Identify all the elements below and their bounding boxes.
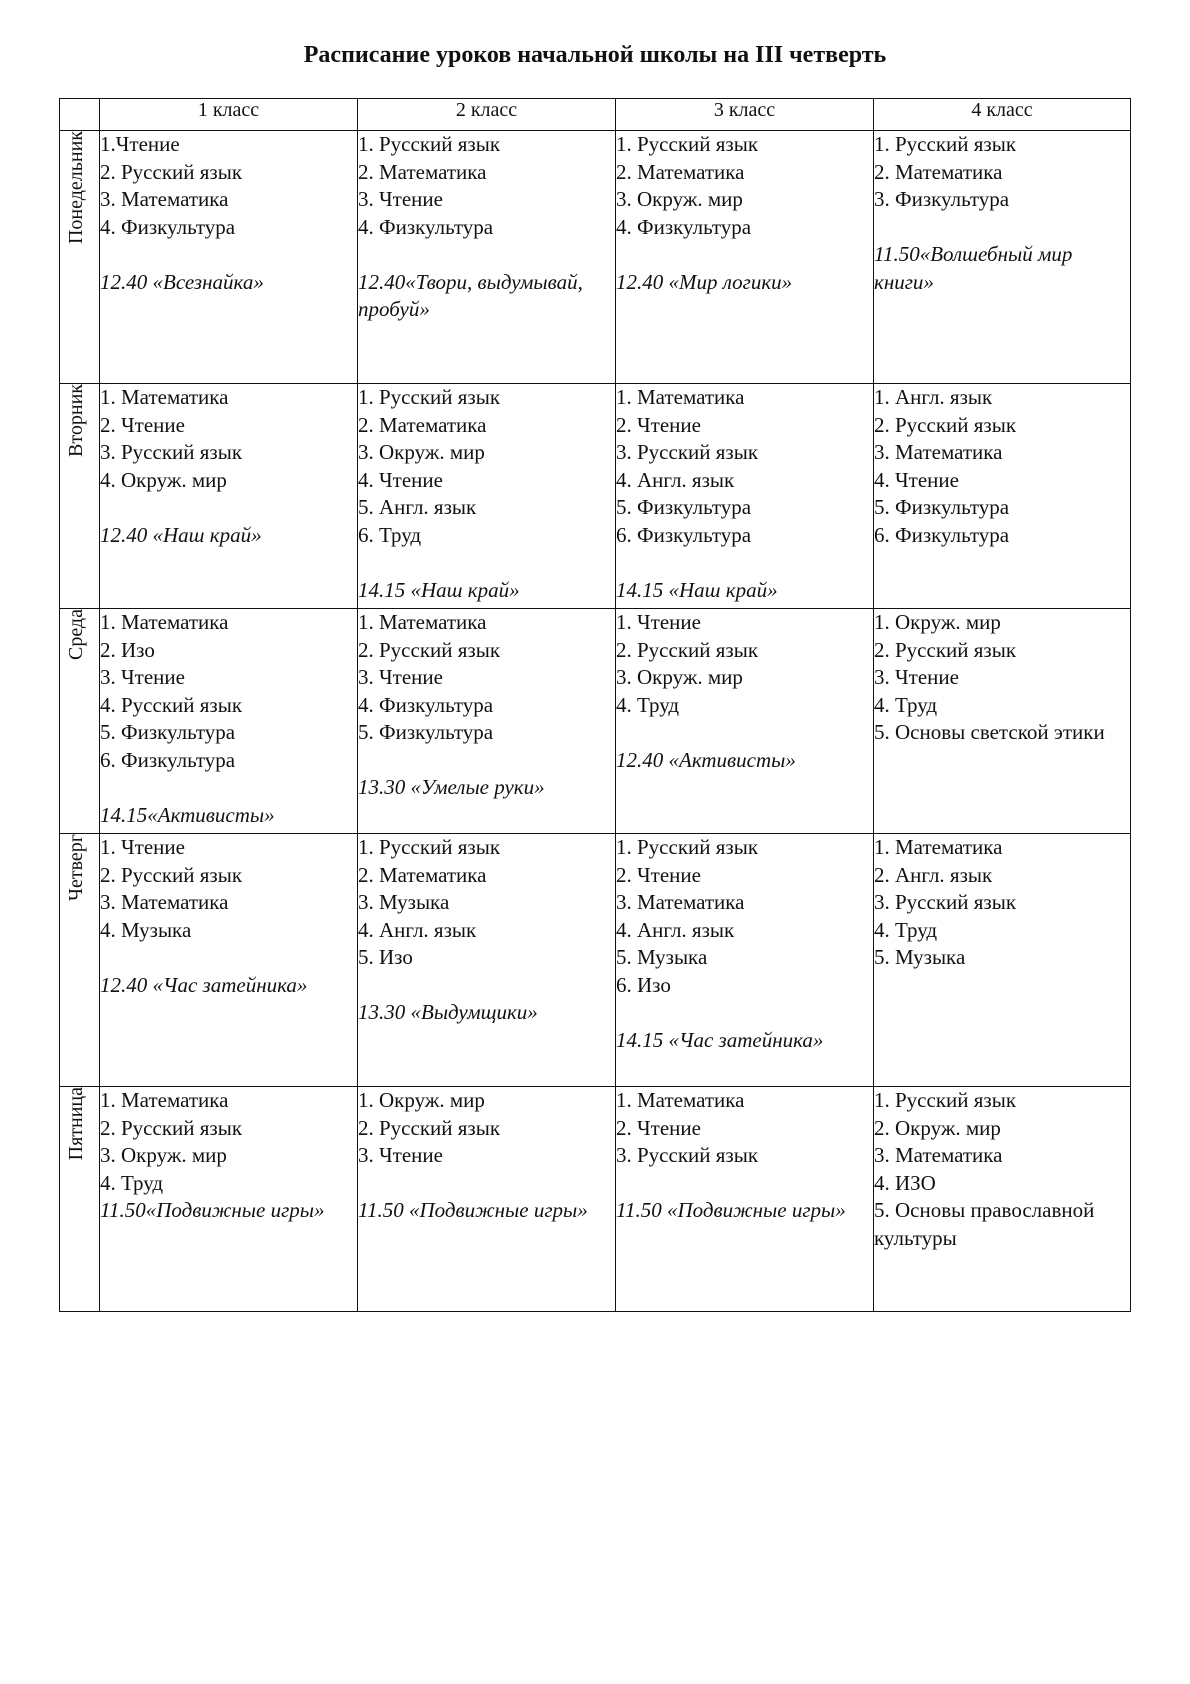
day-cell (60, 131, 100, 384)
lesson-item: 4. Физкультура (358, 214, 494, 239)
lesson-item: 5. Изо (358, 945, 413, 969)
schedule-cell (100, 1087, 358, 1312)
lesson-item: 1. Русский язык (874, 1088, 1017, 1112)
lesson-item: 3. Русский язык (616, 440, 759, 464)
lesson-item: 3. Математика (100, 187, 229, 211)
lesson-item: 2. Математика (358, 412, 487, 437)
lesson-item: 4. Труд (100, 1170, 164, 1195)
schedule-cell (616, 1087, 874, 1312)
schedule-cell (358, 384, 616, 609)
lesson-item: 2. Англ. язык (874, 862, 993, 887)
lesson-item: 1. Чтение (616, 610, 701, 634)
extracurricular-activity: 11.50«Волшебный мир книги» (874, 242, 1073, 294)
lesson-item: 6. Изо (616, 972, 671, 997)
lesson-item: 4. Физкультура (616, 214, 752, 239)
grade-header: 1 класс (100, 99, 358, 131)
spacer (616, 999, 873, 1027)
schedule-cell (874, 834, 1131, 1087)
lesson-item: 4. Англ. язык (616, 467, 735, 492)
spacer (100, 944, 357, 972)
schedule-cell (358, 609, 616, 834)
lesson-item: 1. Англ. язык (874, 385, 993, 409)
lesson-item: 4. Чтение (874, 467, 959, 492)
grade-header: 3 класс (616, 99, 874, 131)
extracurricular-activity: 11.50 «Подвижные игры» (616, 1198, 846, 1222)
spacer (358, 1170, 615, 1198)
lesson-item: 3. Окруж. мир (616, 665, 743, 689)
lesson-item: 3. Математика (874, 1143, 1003, 1167)
lesson-item: 3. Русский язык (100, 440, 243, 464)
extracurricular-activity: 12.40 «Час затейника» (100, 972, 308, 997)
lesson-item: 2. Окруж. мир (874, 1115, 1001, 1140)
lesson-item: 2. Русский язык (874, 637, 1017, 662)
lesson-item: 1. Русский язык (358, 385, 501, 409)
lesson-item: 5. Физкультура (358, 720, 494, 744)
lesson-item: 1. Русский язык (358, 132, 501, 156)
lesson-item: 5. Основы православной культуры (874, 1198, 1095, 1250)
lesson-item: 5. Физкультура (616, 495, 752, 519)
extracurricular-activity: 11.50«Подвижные игры» (100, 1198, 325, 1222)
lesson-item: 3. Чтение (874, 665, 959, 689)
lesson-item: 2. Математика (358, 159, 487, 184)
day-label: Четверг (65, 834, 87, 902)
lesson-item: 3. Русский язык (874, 890, 1017, 914)
lesson-item: 2. Русский язык (100, 159, 243, 184)
lesson-item: 1. Математика (100, 385, 229, 409)
schedule-cell (874, 609, 1131, 834)
spacer (616, 241, 873, 269)
lesson-item: 5. Физкультура (100, 720, 236, 744)
lesson-item: 1. Математика (100, 610, 229, 634)
schedule-cell (100, 609, 358, 834)
spacer (100, 494, 357, 522)
lesson-item: 4. Труд (874, 692, 938, 717)
schedule-cell (358, 834, 616, 1087)
lesson-item: 3. Математика (616, 890, 745, 914)
lesson-item: 1. Русский язык (616, 835, 759, 859)
lesson-item: 4. Физкультура (358, 692, 494, 717)
lesson-item: 4. Русский язык (100, 692, 243, 717)
lesson-item: 2. Чтение (616, 1115, 701, 1140)
lesson-item: 3. Чтение (100, 665, 185, 689)
day-label: Понедельник (65, 131, 87, 245)
lesson-item: 6. Физкультура (100, 747, 236, 772)
lesson-item: 5. Основы светской этики (874, 720, 1105, 744)
spacer (874, 214, 1130, 242)
lesson-item: 3. Окруж. мир (100, 1143, 227, 1167)
extracurricular-activity: 12.40 «Всезнайка» (100, 269, 264, 294)
day-label: Пятница (65, 1087, 87, 1161)
lesson-item: 1. Математика (616, 385, 745, 409)
spacer (358, 972, 615, 1000)
page-title: Расписание уроков начальной школы на III четверть (303, 42, 887, 68)
schedule-cell (100, 384, 358, 609)
lesson-item: 2. Русский язык (100, 1115, 243, 1140)
lesson-item: 5. Англ. язык (358, 495, 477, 519)
extracurricular-activity: 14.15«Активисты» (100, 802, 275, 827)
day-label: Среда (65, 609, 87, 661)
lesson-item: 3. Физкультура (874, 187, 1010, 211)
lesson-item: 1. Чтение (100, 835, 185, 859)
extracurricular-activity: 12.40 «Мир логики» (616, 269, 793, 294)
spacer (358, 549, 615, 577)
lesson-item: 4. Труд (874, 917, 938, 942)
lesson-item: 2. Русский язык (100, 862, 243, 887)
lesson-item: 4. Окруж. мир (100, 467, 227, 492)
schedule-table (59, 98, 1131, 1312)
schedule-cell (874, 384, 1131, 609)
spacer (100, 241, 357, 269)
lesson-item: 1. Математика (358, 610, 487, 634)
lesson-item: 1. Русский язык (874, 132, 1017, 156)
lesson-item: 1. Русский язык (616, 132, 759, 156)
lesson-item: 6. Физкультура (616, 522, 752, 547)
lesson-item: 2. Чтение (100, 412, 185, 437)
lesson-item: 4. ИЗО (874, 1170, 936, 1195)
spacer (616, 719, 873, 747)
schedule-cell (358, 1087, 616, 1312)
lesson-item: 3. Окруж. мир (616, 187, 743, 211)
lesson-item: 5. Физкультура (874, 495, 1010, 519)
lesson-item: 2. Русский язык (358, 1115, 501, 1140)
lesson-item: 2. Математика (358, 862, 487, 887)
day-cell (60, 609, 100, 834)
spacer (616, 1170, 873, 1198)
schedule-cell (100, 131, 358, 384)
grade-header: 4 класс (874, 99, 1131, 131)
schedule-cell (616, 609, 874, 834)
lesson-item: 2. Русский язык (358, 637, 501, 662)
lesson-item: 1. Математика (616, 1088, 745, 1112)
lesson-item: 3. Русский язык (616, 1143, 759, 1167)
corner-cell (60, 99, 100, 131)
lesson-item: 3. Окруж. мир (358, 440, 485, 464)
schedule-cell (100, 834, 358, 1087)
extracurricular-activity: 12.40«Твори, выдумывай, пробуй» (358, 269, 583, 321)
lesson-item: 6. Труд (358, 522, 422, 547)
lesson-item: 2. Математика (874, 159, 1003, 184)
lesson-item: 3. Математика (100, 890, 229, 914)
day-row (60, 1087, 1131, 1312)
lesson-item: 4. Англ. язык (616, 917, 735, 942)
schedule-cell (616, 384, 874, 609)
spacer (358, 241, 615, 269)
spacer (358, 747, 615, 775)
lesson-item: 2. Чтение (616, 412, 701, 437)
lesson-item: 4. Чтение (358, 467, 443, 492)
schedule-cell (616, 131, 874, 384)
lesson-item: 3. Чтение (358, 1143, 443, 1167)
lesson-item: 1. Окруж. мир (358, 1088, 485, 1112)
schedule-cell (874, 1087, 1131, 1312)
spacer (616, 549, 873, 577)
lesson-item: 5. Музыка (616, 945, 708, 969)
lesson-item: 6. Физкультура (874, 522, 1010, 547)
schedule-cell (874, 131, 1131, 384)
lesson-item: 2. Чтение (616, 862, 701, 887)
lesson-item: 4. Музыка (100, 917, 192, 942)
lesson-item: 3. Математика (874, 440, 1003, 464)
lesson-item: 2. Математика (616, 159, 745, 184)
day-row (60, 384, 1131, 609)
day-row (60, 609, 1131, 834)
lesson-item: 3. Музыка (358, 890, 450, 914)
extracurricular-activity: 12.40 «Наш край» (100, 522, 262, 547)
lesson-item: 2. Изо (100, 637, 155, 662)
lesson-item: 1. Математика (874, 835, 1003, 859)
day-cell (60, 384, 100, 609)
extracurricular-activity: 14.15 «Наш край» (358, 577, 520, 602)
extracurricular-activity: 13.30 «Выдумщики» (358, 1000, 538, 1024)
lesson-item: 2. Русский язык (616, 637, 759, 662)
extracurricular-activity: 13.30 «Умелые руки» (358, 775, 545, 799)
day-cell (60, 834, 100, 1087)
day-label: Вторник (65, 384, 87, 457)
extracurricular-activity: 12.40 «Активисты» (616, 747, 796, 772)
day-cell (60, 1087, 100, 1312)
lesson-item: 4. Англ. язык (358, 917, 477, 942)
schedule-cell (358, 131, 616, 384)
lesson-item: 1.Чтение (100, 132, 180, 156)
spacer (100, 774, 357, 802)
lesson-item: 4. Физкультура (100, 214, 236, 239)
grade-header: 2 класс (358, 99, 616, 131)
lesson-item: 1. Математика (100, 1088, 229, 1112)
lesson-item: 4. Труд (616, 692, 680, 717)
lesson-item: 5. Музыка (874, 945, 966, 969)
lesson-item: 1. Русский язык (358, 835, 501, 859)
header-row (60, 99, 1131, 131)
lesson-item: 1. Окруж. мир (874, 610, 1001, 634)
extracurricular-activity: 14.15 «Наш край» (616, 577, 778, 602)
lesson-item: 2. Русский язык (874, 412, 1017, 437)
day-row (60, 834, 1131, 1087)
extracurricular-activity: 11.50 «Подвижные игры» (358, 1198, 588, 1222)
schedule-cell (616, 834, 874, 1087)
lesson-item: 3. Чтение (358, 187, 443, 211)
extracurricular-activity: 14.15 «Час затейника» (616, 1027, 824, 1052)
day-row (60, 131, 1131, 384)
lesson-item: 3. Чтение (358, 665, 443, 689)
